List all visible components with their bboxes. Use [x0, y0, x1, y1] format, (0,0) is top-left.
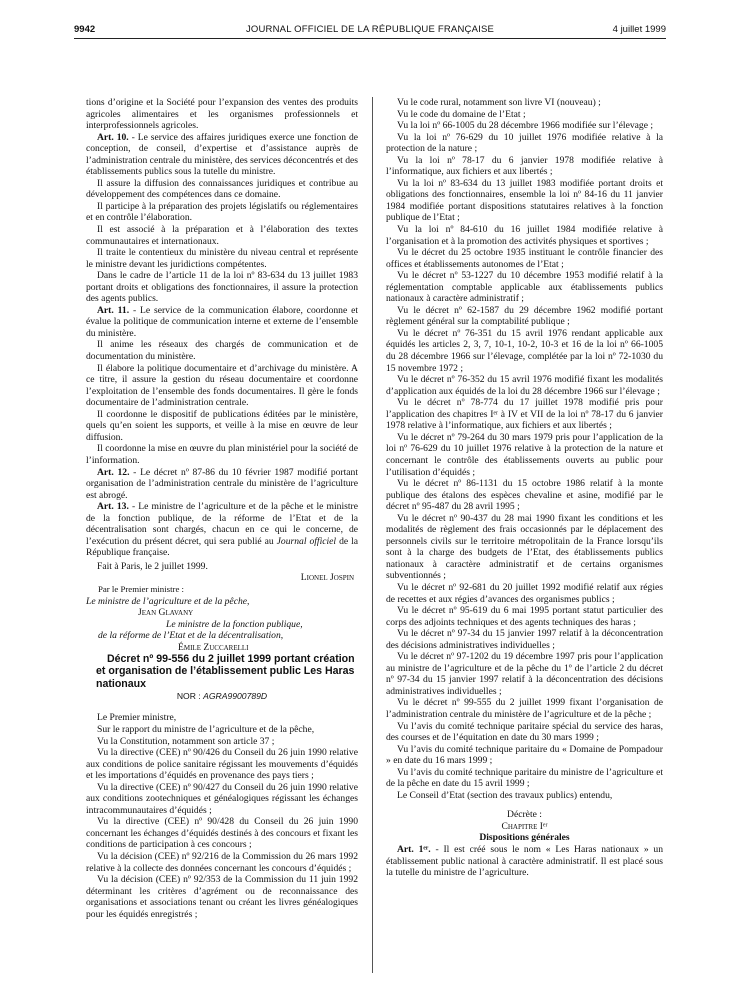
article-1: Art. 1ᵉʳ. - Il est créé sous le nom « Les Haras nationaux » un établissement public national à caractère administratif. Il est placé sous la tutelle du ministre de l’agriculture. — [386, 844, 663, 879]
article-11: Art. 11. - Le service de la communication élabore, coordonne et évalue la politique de communication interne et externe de l’ensemble du ministère. — [86, 304, 358, 339]
paragraph: Le Premier ministre, — [97, 712, 177, 724]
paragraph: Dans le cadre de l’article 11 de la loi nº 83-634 du 13 juillet 1983 portant droits et obligations des fonctionnaires, il assure la protection des agents publics. — [86, 270, 358, 305]
right-column — [386, 97, 663, 879]
paragraph: Vu la directive (CEE) nº 90/426 du Conseil du 26 juin 1990 relative aux conditions de police sanitaire régissant les mouvements d’équidés et les importations d’équidés en provenance des pays tiers ; — [86, 747, 358, 782]
paragraph: Vu le décret nº 97-1202 du 19 décembre 1997 pris pour l’application au ministre de l’agriculture et de la pêche du 1º de l’article 2 du décret nº 97-34 du 15 janvier 1997 relatif à la déconcentration des décisions administratives individuelles ; — [386, 651, 663, 697]
article-label: Art. 13. — [97, 501, 129, 513]
paragraph: Vu le code du domaine de l’Etat ; — [397, 108, 526, 120]
signatory-fonction-publique: Émile Zuccarelli — [178, 641, 249, 653]
paragraph: Il assure la diffusion des connaissances juridiques et contribue au développement des compétences dans ce domaine. — [86, 177, 358, 201]
paragraph: Vu la Constitution, notamment son article 37 ; — [97, 735, 275, 747]
paragraph: Vu la loi nº 84-610 du 16 juillet 1984 modifiée relative à l’organisation et à la promotion des activités physiques et sportives ; — [386, 224, 663, 247]
paragraph: Vu le code rural, notamment son livre VI (nouveau) ; — [397, 97, 601, 108]
paragraph: Il coordonne la mise en œuvre du plan ministériel pour la société de l’information. — [86, 443, 358, 466]
article-label: Art. 11. — [97, 304, 130, 316]
article-label: Art. 12. — [97, 466, 130, 478]
paragraph: Il participe à la préparation des projets législatifs ou réglementaires et en contrôle l’élaboration. — [86, 200, 358, 224]
decrete: Décrète : — [507, 809, 542, 821]
paragraph: tions d’origine et la Société pour l’expansion des ventes des produits agricoles alimentaires et les organismes professionnels et interprofessionnels agricoles. — [86, 97, 358, 132]
article-label: Art. 1ᵉʳ. — [397, 844, 431, 855]
paragraph: Il anime les réseaux des chargés de communication et de documentation du ministère. — [86, 339, 358, 363]
paragraph: Vu l’avis du comité technique paritaire du ministre de l’agriculture et de la pêche en date du 15 avril 1999 ; — [386, 766, 663, 790]
paragraph: Vu le décret nº 92-681 du 20 juillet 1992 modifié relatif aux régies de recettes et aux régies d’avances des organismes publics ; — [386, 581, 663, 605]
minister-agriculture: Le ministre de l’agriculture et de la pêche, — [86, 595, 250, 607]
signatory-agriculture: Jean Glavany — [138, 607, 194, 619]
paragraph: Il traite le contentieux du ministère du niveau central et représente le ministre devant les juridictions compétentes. — [86, 247, 358, 270]
paragraph: Le Conseil d’Etat (section des travaux publics) entendu, — [397, 789, 613, 801]
column-divider — [372, 97, 373, 973]
paragraph: Vu le décret du 25 octobre 1935 instituant le contrôle financier des offices et établissements autonomes de l’Etat ; — [386, 247, 663, 270]
par-le-premier-ministre: Par le Premier ministre : — [98, 583, 184, 594]
header-rule — [74, 38, 666, 39]
paragraph: Vu le décret nº 99-555 du 2 juillet 1999 fixant l’organisation de l’administration centrale du ministère de l’agriculture et de la pêche ; — [386, 697, 663, 720]
chapter-heading: Chapitre Iᵉʳ — [501, 820, 548, 832]
paragraph: Il coordonne le dispositif de publications éditées par le ministère, quels qu’en soient les supports, et veille à la mise en œuvre de leur diffusion. — [86, 408, 358, 443]
paragraph: Vu la loi nº 66-1005 du 28 décembre 1966 modifiée sur l’élevage ; — [397, 120, 654, 132]
paragraph: Il est associé à la préparation et à l’élaboration des textes communautaires et internationaux. — [86, 224, 358, 247]
fait-a-paris: Fait à Paris, le 2 juillet 1999. — [97, 560, 208, 572]
paragraph: Vu le décret nº 53-1227 du 10 décembre 1953 modifié relatif à la réglementation comptable applicable aux établissements publics nationaux à caractère administratif ; — [386, 270, 663, 305]
section-heading: Dispositions générales — [479, 832, 570, 844]
paragraph: Vu la décision (CEE) nº 92/216 de la Commission du 26 mars 1992 relative à la collecte des données concernant les concours d’équidés ; — [86, 850, 358, 874]
paragraph: Sur le rapport du ministre de l’agriculture et de la pêche, — [97, 723, 315, 735]
paragraph: Vu le décret nº 95-619 du 6 mai 1995 portant statut particulier des corps des adjoints techniques et des agents techniques des haras ; — [386, 605, 663, 628]
issue-date: 4 juillet 1999 — [612, 24, 666, 35]
page-number: 9942 — [74, 24, 96, 35]
article-10: Art. 10. - Le service des affaires juridiques exerce une fonction de conception, de conseil, d’expertise et d’assistance auprès de l’administration centrale du ministère, des services déconcentrés et des établissements publics sous la tutelle du ministre. — [86, 131, 359, 178]
paragraph: Vu l’avis du comité technique paritaire spécial du service des haras, des courses et de l’équitation en date du 30 mars 1999 ; — [386, 720, 663, 744]
paragraph: Il élabore la politique documentaire et d’archivage du ministère. A ce titre, il assure la gestion du réseau documentaire et coordonne l’exploitation de l’ensemble des fonds documentaires. Il gère le fonds documentaire de l’administration centrale. — [86, 362, 358, 409]
left-column — [86, 97, 358, 920]
paragraph: Vu le décret nº 62-1587 du 29 décembre 1962 modifié portant règlement général sur la comptabilité publique ; — [386, 304, 663, 328]
article-13: Art. 13. - Le ministre de l’agriculture et de la pêche et le ministre de la fonction publique, de la réforme de l’Etat et de la décentralisation sont chargés, chacun en ce qui le concerne, de l’exécution du présent décret, qui sera publié au Journal officiel de la République française. — [86, 501, 358, 559]
paragraph: Vu le décret nº 79-264 du 30 mars 1979 pris pour l’application de la loi nº 76-629 du 10 juillet 1976 relative à la protection de la nature et concernant le contrôle des établissements ouverts au public pour l’utilisation d’équidés ; — [386, 431, 663, 478]
paragraph: Vu le décret nº 76-352 du 15 avril 1976 modifié fixant les modalités d’application aux équidés de la loi du 28 décembre 1966 sur l’élevage ; — [386, 374, 663, 397]
paragraph: Vu l’avis du comité technique paritaire du « Domaine de Pompadour » en date du 16 mars 1999 ; — [386, 743, 663, 767]
minister-fonction-publique: Le ministre de la fonction publique, — [166, 618, 303, 630]
journal-title: JOURNAL OFFICIEL DE LA RÉPUBLIQUE FRANÇAISE — [245, 24, 495, 35]
nor-reference: NOR : AGRA9900789D — [176, 690, 268, 701]
paragraph: Vu la décision (CEE) nº 92/353 de la Commission du 11 juin 1992 déterminant les critères d’agrément ou de reconnaissance des organisations et associations tenant ou créant les livres généalogiques pour les équidés enregistrés ; — [86, 874, 358, 920]
article-label: Art. 10. — [97, 131, 129, 143]
paragraph: Vu le décret nº 86-1131 du 15 octobre 1986 relatif à la monte publique des étalons des espèces chevaline et asine, modifié par le décret nº 95-487 du 28 avril 1995 ; — [386, 478, 663, 513]
signature-block — [86, 572, 358, 653]
decree-title: Décret nº 99-556 du 2 juillet 1999 portant création et organisation de l’établissement public Les Haras nationaux — [96, 653, 355, 690]
article-12: Art. 12. - Le décret nº 87-86 du 10 février 1987 modifié portant organisation de l’administration centrale du ministère de l’agriculture est abrogé. — [86, 466, 359, 501]
page-header — [74, 22, 666, 38]
paragraph: Vu la loi nº 76-629 du 10 juillet 1976 modifiée relative à la protection de la nature ; — [386, 131, 663, 155]
paragraph: Vu le décret nº 90-437 du 28 mai 1990 fixant les conditions et les modalités de règlement des frais occasionnés par le déplacement des personnels civils sur le territoire métropolitain de la France lorsqu’ils sont à la charge des budgets de l’Etat, des établissements publics nationaux à caractère administratif et de certains organismes subventionnés ; — [386, 512, 663, 582]
minister-fonction-publique-2: de la réforme de l’Etat et de la décentralisation, — [98, 630, 284, 642]
paragraph: Vu la directive (CEE) nº 90/428 du Conseil du 26 juin 1990 concernant les échanges d’équidés destinés à des concours et fixant les conditions de participation à ces concours ; — [86, 816, 358, 851]
paragraph: Vu la directive (CEE) nº 90/427 du Conseil du 26 juin 1990 relative aux conditions zootechniques et généalogiques régissant les échanges intracommunautaires d’équidés ; — [86, 781, 358, 816]
paragraph: Vu le décret nº 76-351 du 15 avril 1976 rendant applicable aux équidés les articles 2, 3, 7, 10-1, 10-2, 10-3 et 16 de la loi nº 66-1005 du 28 décembre 1966 sur l’élevage, complétée par la loi nº 72-1030 du 15 novembre 1972 ; — [386, 327, 663, 374]
signatory-pm: Lionel Jospin — [300, 572, 354, 584]
paragraph: Vu la loi nº 83-634 du 13 juillet 1983 modifiée portant droits et obligations des fonctionnaires, ensemble la loi nº 84-16 du 11 janvier 1984 modifiée portant dispositions statutaires relatives à la fonction publique de l’Etat ; — [386, 177, 663, 224]
paragraph: Vu le décret nº 97-34 du 15 janvier 1997 relatif à la déconcentration des décisions administratives individuelles ; — [386, 628, 663, 651]
paragraph: Vu la loi nº 78-17 du 6 janvier 1978 modifiée relative à l’informatique, aux fichiers et aux libertés ; — [386, 154, 663, 178]
paragraph: Vu le décret nº 78-774 du 17 juillet 1978 modifié pris pour l’application des chapitres Iᵉʳ à IV et VII de la loi nº 78-17 du 6 janvier 1978 relative à l’informatique, aux fichiers et aux libertés ; — [386, 397, 663, 432]
